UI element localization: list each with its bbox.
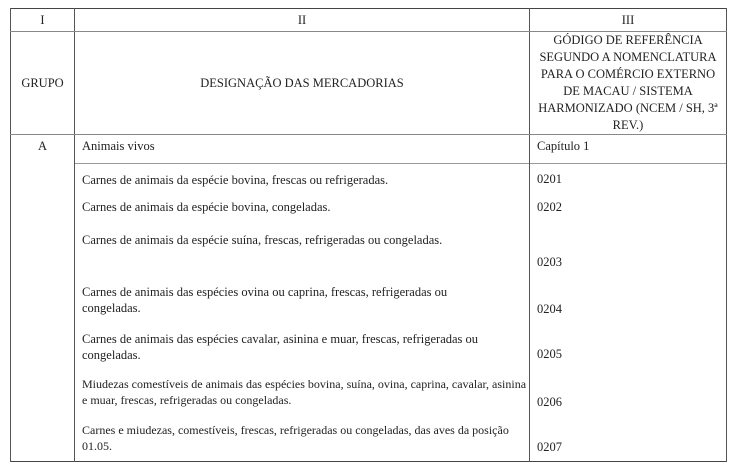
header-titles-row <box>11 32 727 135</box>
item-code: 0203 <box>530 224 727 274</box>
goods-table <box>10 8 727 462</box>
col2-title: DESIGNAÇÃO DAS MERCADORIAS <box>75 32 530 135</box>
item-code: 0201 <box>530 164 727 194</box>
item-desc: Carnes e miudezas, comestíveis, frescas, refrigeradas ou congeladas, das aves da posição 01.05. <box>75 414 530 462</box>
table-row <box>11 321 727 366</box>
table-row <box>11 194 727 224</box>
group-row <box>11 135 727 164</box>
col1-title: GRUPO <box>11 32 75 135</box>
table-row <box>11 274 727 321</box>
item-code: 0204 <box>530 274 727 321</box>
header-numbers-row <box>11 9 727 32</box>
table-row <box>11 414 727 462</box>
group-ref: Capítulo 1 <box>530 135 727 164</box>
col2-number: II <box>75 9 530 32</box>
item-code: 0205 <box>530 321 727 366</box>
table-row <box>11 366 727 414</box>
item-code: 0206 <box>530 366 727 414</box>
item-desc: Carnes de animais da espécie bovina, congeladas. <box>75 194 530 224</box>
col1-number: I <box>11 9 75 32</box>
item-desc: Carnes de animais da espécie suína, frescas, refrigeradas ou congeladas. <box>75 224 530 274</box>
table-row <box>11 224 727 274</box>
item-desc: Carnes de animais da espécie bovina, frescas ou refrigeradas. <box>75 164 530 194</box>
group-code: A <box>11 135 75 462</box>
col3-number: III <box>530 9 727 32</box>
item-desc: Carnes de animais das espécies ovina ou caprina, frescas, refrigeradas ou congeladas. <box>75 274 530 321</box>
group-title: Animais vivos <box>75 135 530 164</box>
item-desc: Carnes de animais das espécies cavalar, asinina e muar, frescas, refrigeradas ou congeladas. <box>75 321 530 366</box>
table-row <box>11 164 727 194</box>
item-code: 0202 <box>530 194 727 224</box>
item-code: 0207 <box>530 414 727 462</box>
item-desc: Miudezas comestíveis de animais das espécies bovina, suína, ovina, caprina, cavalar, asinina e muar, frescas, refrigeradas ou congeladas. <box>75 366 530 414</box>
col3-title: GÓDIGO DE REFERÊNCIA SEGUNDO A NOMENCLATURA PARA O COMÉRCIO EXTERNO DE MACAU / SISTEMA HARMONIZADO (NCEM / SH, 3ª REV.) <box>530 32 727 135</box>
